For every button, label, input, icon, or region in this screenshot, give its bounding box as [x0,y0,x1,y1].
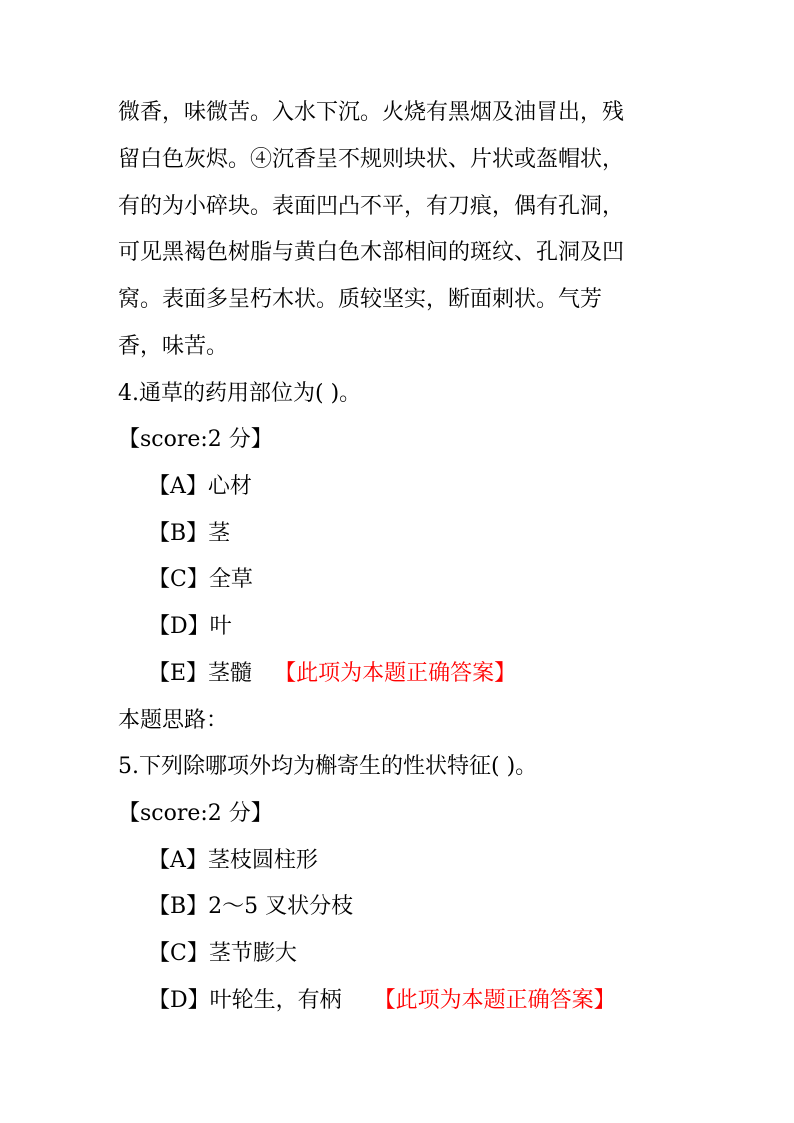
question-4-option-a: 【A】心材 [148,474,252,499]
question-5-score: 【score:2 分】 [118,801,273,826]
question-4-option-e [148,659,516,689]
question-4-option-b: 【B】茎 [148,521,231,546]
question-4-option-d: 【D】叶 [148,614,232,639]
question-5-correct-marker: 【此项为本题正确答案】 [373,988,616,1013]
question-4-score: 【score:2 分】 [118,427,273,452]
question-5-option-c: 【C】茎节膨大 [148,941,297,966]
paragraph-line-3: 有的为小碎块。表面凹凸不平，有刀痕，偶有孔洞， [118,194,625,219]
question-4-analysis-label: 本题思路： [118,708,229,733]
question-4-option-e-text: 【E】茎髓 [148,661,253,686]
paragraph-line-2: 留白色灰烬。④沉香呈不规则块状、片状或盔帽状， [118,147,625,172]
question-5-option-a: 【A】茎枝圆柱形 [148,848,318,873]
paragraph-line-1: 微香，味微苦。入水下沉。火烧有黑烟及油冒出，残 [118,100,625,125]
question-4-correct-marker: 【此项为本题正确答案】 [274,661,517,686]
question-5-option-b: 【B】2～5 叉状分枝 [148,894,354,919]
question-5-option-d-text: 【D】叶轮生，有柄 [148,988,342,1013]
paragraph-line-6: 香，味苦。 [118,334,229,359]
question-5-stem: 5.下列除哪项外均为槲寄生的性状特征( )。 [118,754,538,779]
paragraph-line-4: 可见黑褐色树脂与黄白色木部相间的斑纹、孔洞及凹 [118,240,625,265]
question-4-stem: 4.通草的药用部位为( )。 [118,381,362,406]
question-5-option-d [148,986,616,1016]
paragraph-line-5: 窝。表面多呈朽木状。质较坚实，断面刺状。气芳 [118,287,603,312]
question-4-option-c: 【C】全草 [148,567,253,592]
